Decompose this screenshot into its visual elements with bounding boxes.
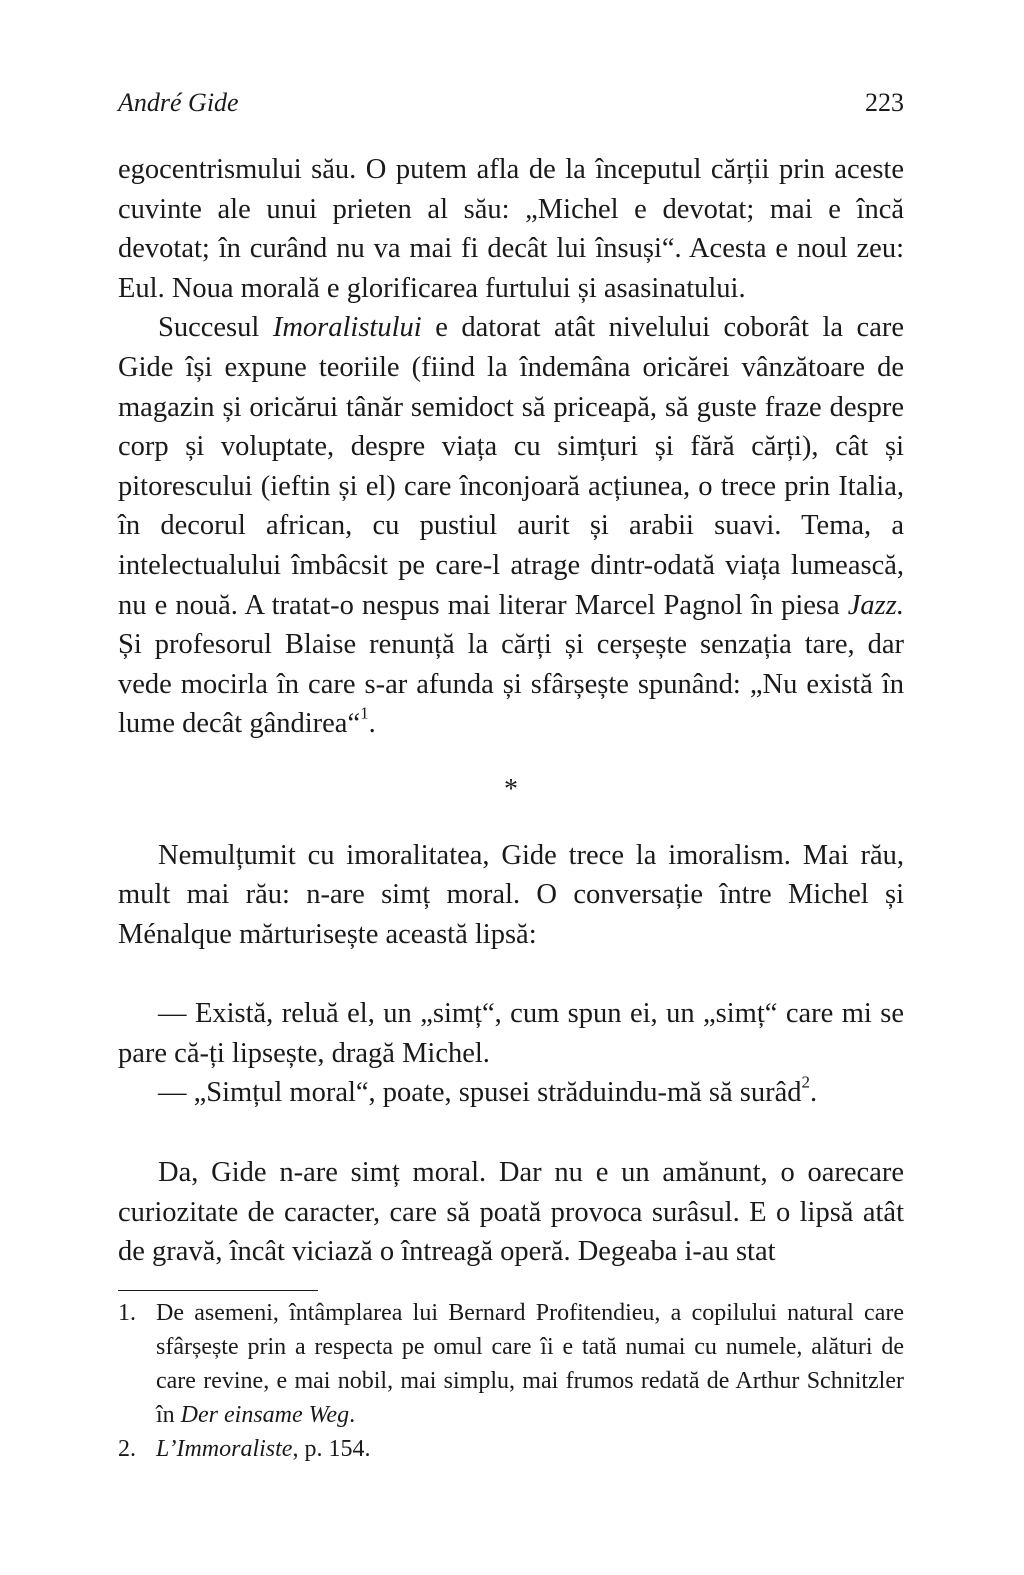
footnote-1-end: . xyxy=(349,1402,356,1428)
footnote-2-text: , p. 154. xyxy=(292,1436,371,1462)
paragraph-2-text-e: Și profesorul Blaise renunță la cărți și cerșește senzația tare, dar vede mocirla în care s-ar afunda și sfârșește spunând: „Nu există în lume decât gândirea“ xyxy=(118,629,904,740)
footnote-1 xyxy=(118,1296,904,1432)
main-text xyxy=(118,150,904,1272)
footnote-divider xyxy=(118,1290,318,1291)
play-title-jazz: Jazz. xyxy=(847,589,904,621)
footnote-2-number: 2. xyxy=(118,1436,136,1462)
paragraph-1: egocentrismului său. O putem afla de la începutul cărții prin aceste cuvinte ale unui prieten al său: „Michel e devotat; mai e încă devotat; în curând nu va mai fi decât lui însuși“. Acesta e noul zeu: Eul. Noua morală e glorificarea furtului și asasinatului. xyxy=(118,154,904,304)
quote-line-1: — Există, reluă el, un „simț“, cum spun ei, un „simț“ care mi se pare că-ți lipsește, dragă Michel. xyxy=(118,998,904,1069)
paragraph-2 xyxy=(118,308,904,744)
paragraph-2-text-a: Succesul xyxy=(158,312,273,344)
footnote-1-title: Der einsame Weg xyxy=(180,1402,350,1428)
footnote-1-text: De asemeni, întâmplarea lui Bernard Profitendieu, a copilului natural care sfârșește prin a respecta pe omul care îi e tată numai cu numele, alături de care revine, e mai nobil, mai simplu, mai frumos redată de Arthur Schnitzler în xyxy=(156,1300,904,1428)
footnotes xyxy=(118,1296,904,1466)
paragraph-2-text-f: . xyxy=(368,708,376,740)
book-title-imoralistul: Imoralistului xyxy=(272,312,422,344)
quote-line-2-end: . xyxy=(810,1077,818,1109)
footnote-2-title: L’Immoraliste xyxy=(156,1436,293,1462)
quote-line-2 xyxy=(118,1073,904,1113)
running-header xyxy=(118,88,904,118)
section-separator: * xyxy=(504,773,518,805)
quote-line-2-text: — „Simțul moral“, poate, spusei străduindu-mă să surâd xyxy=(158,1077,802,1109)
paragraph-2-text-c: e datorat atât nivelului coborât la care Gide își expune teoriile (fiind la îndemâna oricărei vânzătoare de magazin și oricărui tânăr semidoct să priceapă, să guste fraze despre corp și voluptate, despre viața cu simțuri și fără cărți), cât și pitorescului (ieftin și el) care înconjoară acțiunea, o trece prin Italia, în decorul african, cu pustiul aurit și arabii suavi. Tema, a intelectualului îmbâcsit pe care-l atrage dintr-odată viața lumească, nu e nouă. A tratat-o nespus mai literar Marcel Pagnol în piesa xyxy=(118,312,904,621)
dialogue-quote xyxy=(118,994,904,1113)
page-number: 223 xyxy=(865,88,904,117)
footnote-ref-1[interactable]: 1 xyxy=(360,703,369,723)
paragraph-4: Da, Gide n-are simț moral. Dar nu e un amănunt, o oarecare curiozitate de caracter, care să poată provoca surâsul. E o lipsă atât de gravă, încât viciază o întreagă operă. Degeaba i-au stat xyxy=(118,1157,904,1268)
running-head-author: André Gide xyxy=(118,88,239,117)
footnote-2 xyxy=(118,1432,904,1466)
footnote-1-number: 1. xyxy=(118,1300,136,1326)
paragraph-3: Nemulțumit cu imoralitatea, Gide trece la imoralism. Mai rău, mult mai rău: n-are simț moral. O conversație între Michel și Ménalque mărturisește această lipsă: xyxy=(118,839,904,950)
footnote-ref-2[interactable]: 2 xyxy=(801,1072,811,1092)
